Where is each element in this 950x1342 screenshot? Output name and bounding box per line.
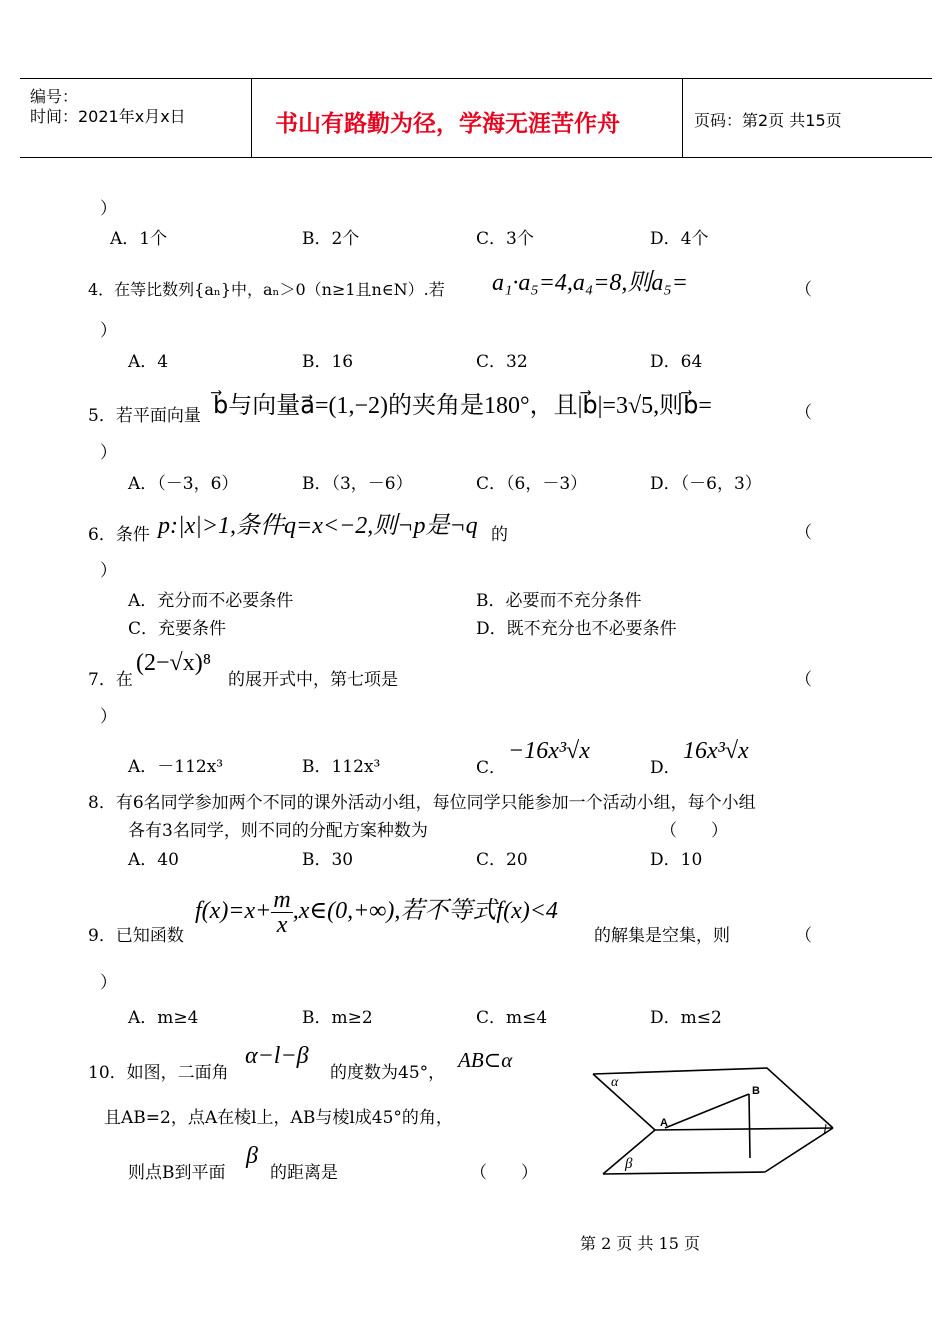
label-point-A: A (660, 1117, 668, 1129)
q7-formula: (2−√x)⁸ (136, 650, 212, 676)
q9-formula (195, 888, 558, 937)
q3-close-paren: ） (100, 199, 117, 219)
q6-open-paren: （ (795, 523, 812, 543)
q9-option-b: B．m≥2 (302, 1008, 373, 1028)
q6-option-c: C．充要条件 (128, 619, 227, 639)
q7-option-d-formula: 16x³√x (683, 738, 749, 764)
q9-stem: 9．已知函数 (88, 926, 184, 946)
q8-option-c: C．20 (476, 850, 528, 870)
label-alpha: α (611, 1075, 619, 1090)
q7-tail: 的展开式中，第七项是 (228, 670, 398, 690)
q4-option-b: B．16 (302, 352, 354, 372)
q7-close-paren: ） (100, 707, 117, 727)
q4-option-c: C．32 (476, 352, 528, 372)
q10-degree-text: 的度数为45°， (330, 1063, 446, 1083)
q9-formula-right: ,x∈(0,+∞),若不等式f(x)<4 (292, 898, 558, 925)
q3-option-c: C．3个 (476, 229, 534, 249)
header-divider (251, 79, 252, 157)
q5-close-paren: ） (100, 443, 117, 463)
q3-option-b: B．2个 (302, 229, 360, 249)
q10-formula-subset: AB⊂α (458, 1048, 513, 1072)
dihedral-angle-figure (585, 1060, 845, 1180)
q10-formula-beta: β (246, 1143, 258, 1169)
q8-line2: 各有3名同学，则不同的分配方案种数为 (128, 821, 428, 841)
q7-stem: 7．在 (88, 670, 133, 690)
segment-AB (665, 1094, 749, 1128)
q9-close-paren: ） (100, 973, 117, 993)
q8-option-a: A．40 (128, 850, 179, 870)
q3-option-a: A．1个 (110, 229, 168, 249)
q4-option-a: A．4 (128, 352, 169, 372)
q9-formula-left: f(x)=x+ (195, 898, 272, 925)
q9-fraction-numerator: m (273, 887, 291, 913)
q9-option-c: C．m≤4 (476, 1008, 548, 1028)
q5-open-paren: （ (795, 403, 812, 423)
page-label: 页码：第2页 共15页 (694, 111, 842, 130)
q8-line1: 8．有6名同学参加两个不同的课外活动小组，每位同学只能参加一个活动小组，每个小组 (88, 793, 756, 813)
q6-close-paren: ） (100, 561, 117, 581)
perpendicular-from-B (749, 1094, 750, 1158)
q9-open-paren: （ (795, 926, 812, 946)
label-beta: β (625, 1156, 633, 1172)
motto: 书山有路勤为径，学海无涯苦作舟 (275, 111, 620, 137)
serial-label: 编号： (30, 87, 79, 106)
q4-option-d: D．64 (650, 352, 703, 372)
q10-stem: 10．如图，二面角 (88, 1063, 229, 1083)
q4-open-paren: （ (795, 280, 812, 300)
q7-option-b: B．112x³ (302, 757, 381, 777)
q10-line2: 且AB=2，点A在棱l上，AB与棱l成45°的角， (104, 1108, 453, 1128)
q9-fraction (271, 888, 292, 937)
page-footer: 第 2 页 共 15 页 (580, 1234, 700, 1253)
q3-option-d: D．4个 (650, 229, 709, 249)
q4-stem: 4．在等比数列{aₙ}中，aₙ＞0（n≥1且n∈N）.若 (88, 280, 445, 299)
q7-option-c-formula: −16x³√x (508, 738, 590, 764)
q5-option-c: C．（6，－3） (476, 474, 588, 494)
q7-option-a: A．－112x³ (128, 757, 224, 777)
plane-beta-edge (603, 1172, 765, 1174)
q9-option-a: A．m≥4 (128, 1008, 199, 1028)
plane-alpha-edge (593, 1074, 655, 1130)
q6-formula: p:|x|>1,条件q=x<−2,则¬p是¬q (158, 513, 478, 539)
q10-line3: 则点B到平面 (128, 1163, 226, 1183)
label-point-B: B (752, 1085, 760, 1097)
plane-alpha-edge (593, 1068, 833, 1128)
header-divider (682, 79, 683, 157)
label-line-l: l (823, 1123, 827, 1138)
q6-tail: 的 (491, 525, 508, 545)
q9-option-d: D．m≤2 (650, 1008, 722, 1028)
q7-option-d-label: D． (650, 758, 681, 778)
q4-formula: a₁·a₅=4,a₄=8,则a₅= (492, 270, 688, 296)
q6-option-d: D．既不充分也不必要条件 (476, 619, 677, 639)
q6-option-b: B．必要而不充分条件 (476, 591, 642, 611)
q10-answer-paren: （ ） (470, 1163, 538, 1183)
q5-option-d: D．（－6，3） (650, 474, 762, 494)
q7-open-paren: （ (795, 670, 812, 690)
q10-tail3: 的距离是 (270, 1163, 338, 1183)
q7-option-c-label: C． (476, 758, 507, 778)
q9-tail: 的解集是空集，则 (594, 926, 730, 946)
q6-option-a: A．充分而不必要条件 (128, 591, 294, 611)
q8-option-b: B．30 (302, 850, 354, 870)
time-label: 时间：2021年x月x日 (30, 107, 186, 126)
q6-stem: 6．条件 (88, 525, 150, 545)
q9-fraction-denominator: x (276, 912, 288, 938)
q10-formula-angle: α−l−β (245, 1043, 309, 1069)
edge-line-l (655, 1128, 833, 1130)
q5-stem: 5．若平面向量 (88, 406, 201, 426)
q8-answer-paren: （ ） (660, 821, 728, 841)
q5-option-a: A．（－3，6） (128, 474, 239, 494)
q4-close-paren: ） (100, 321, 117, 341)
q8-option-d: D．10 (650, 850, 703, 870)
q5-formula: b⃗与向量a⃗=(1,−2)的夹角是180°，且|b⃗|=3√5,则b⃗= (213, 393, 712, 419)
q5-option-b: B．（3，－6） (302, 474, 413, 494)
